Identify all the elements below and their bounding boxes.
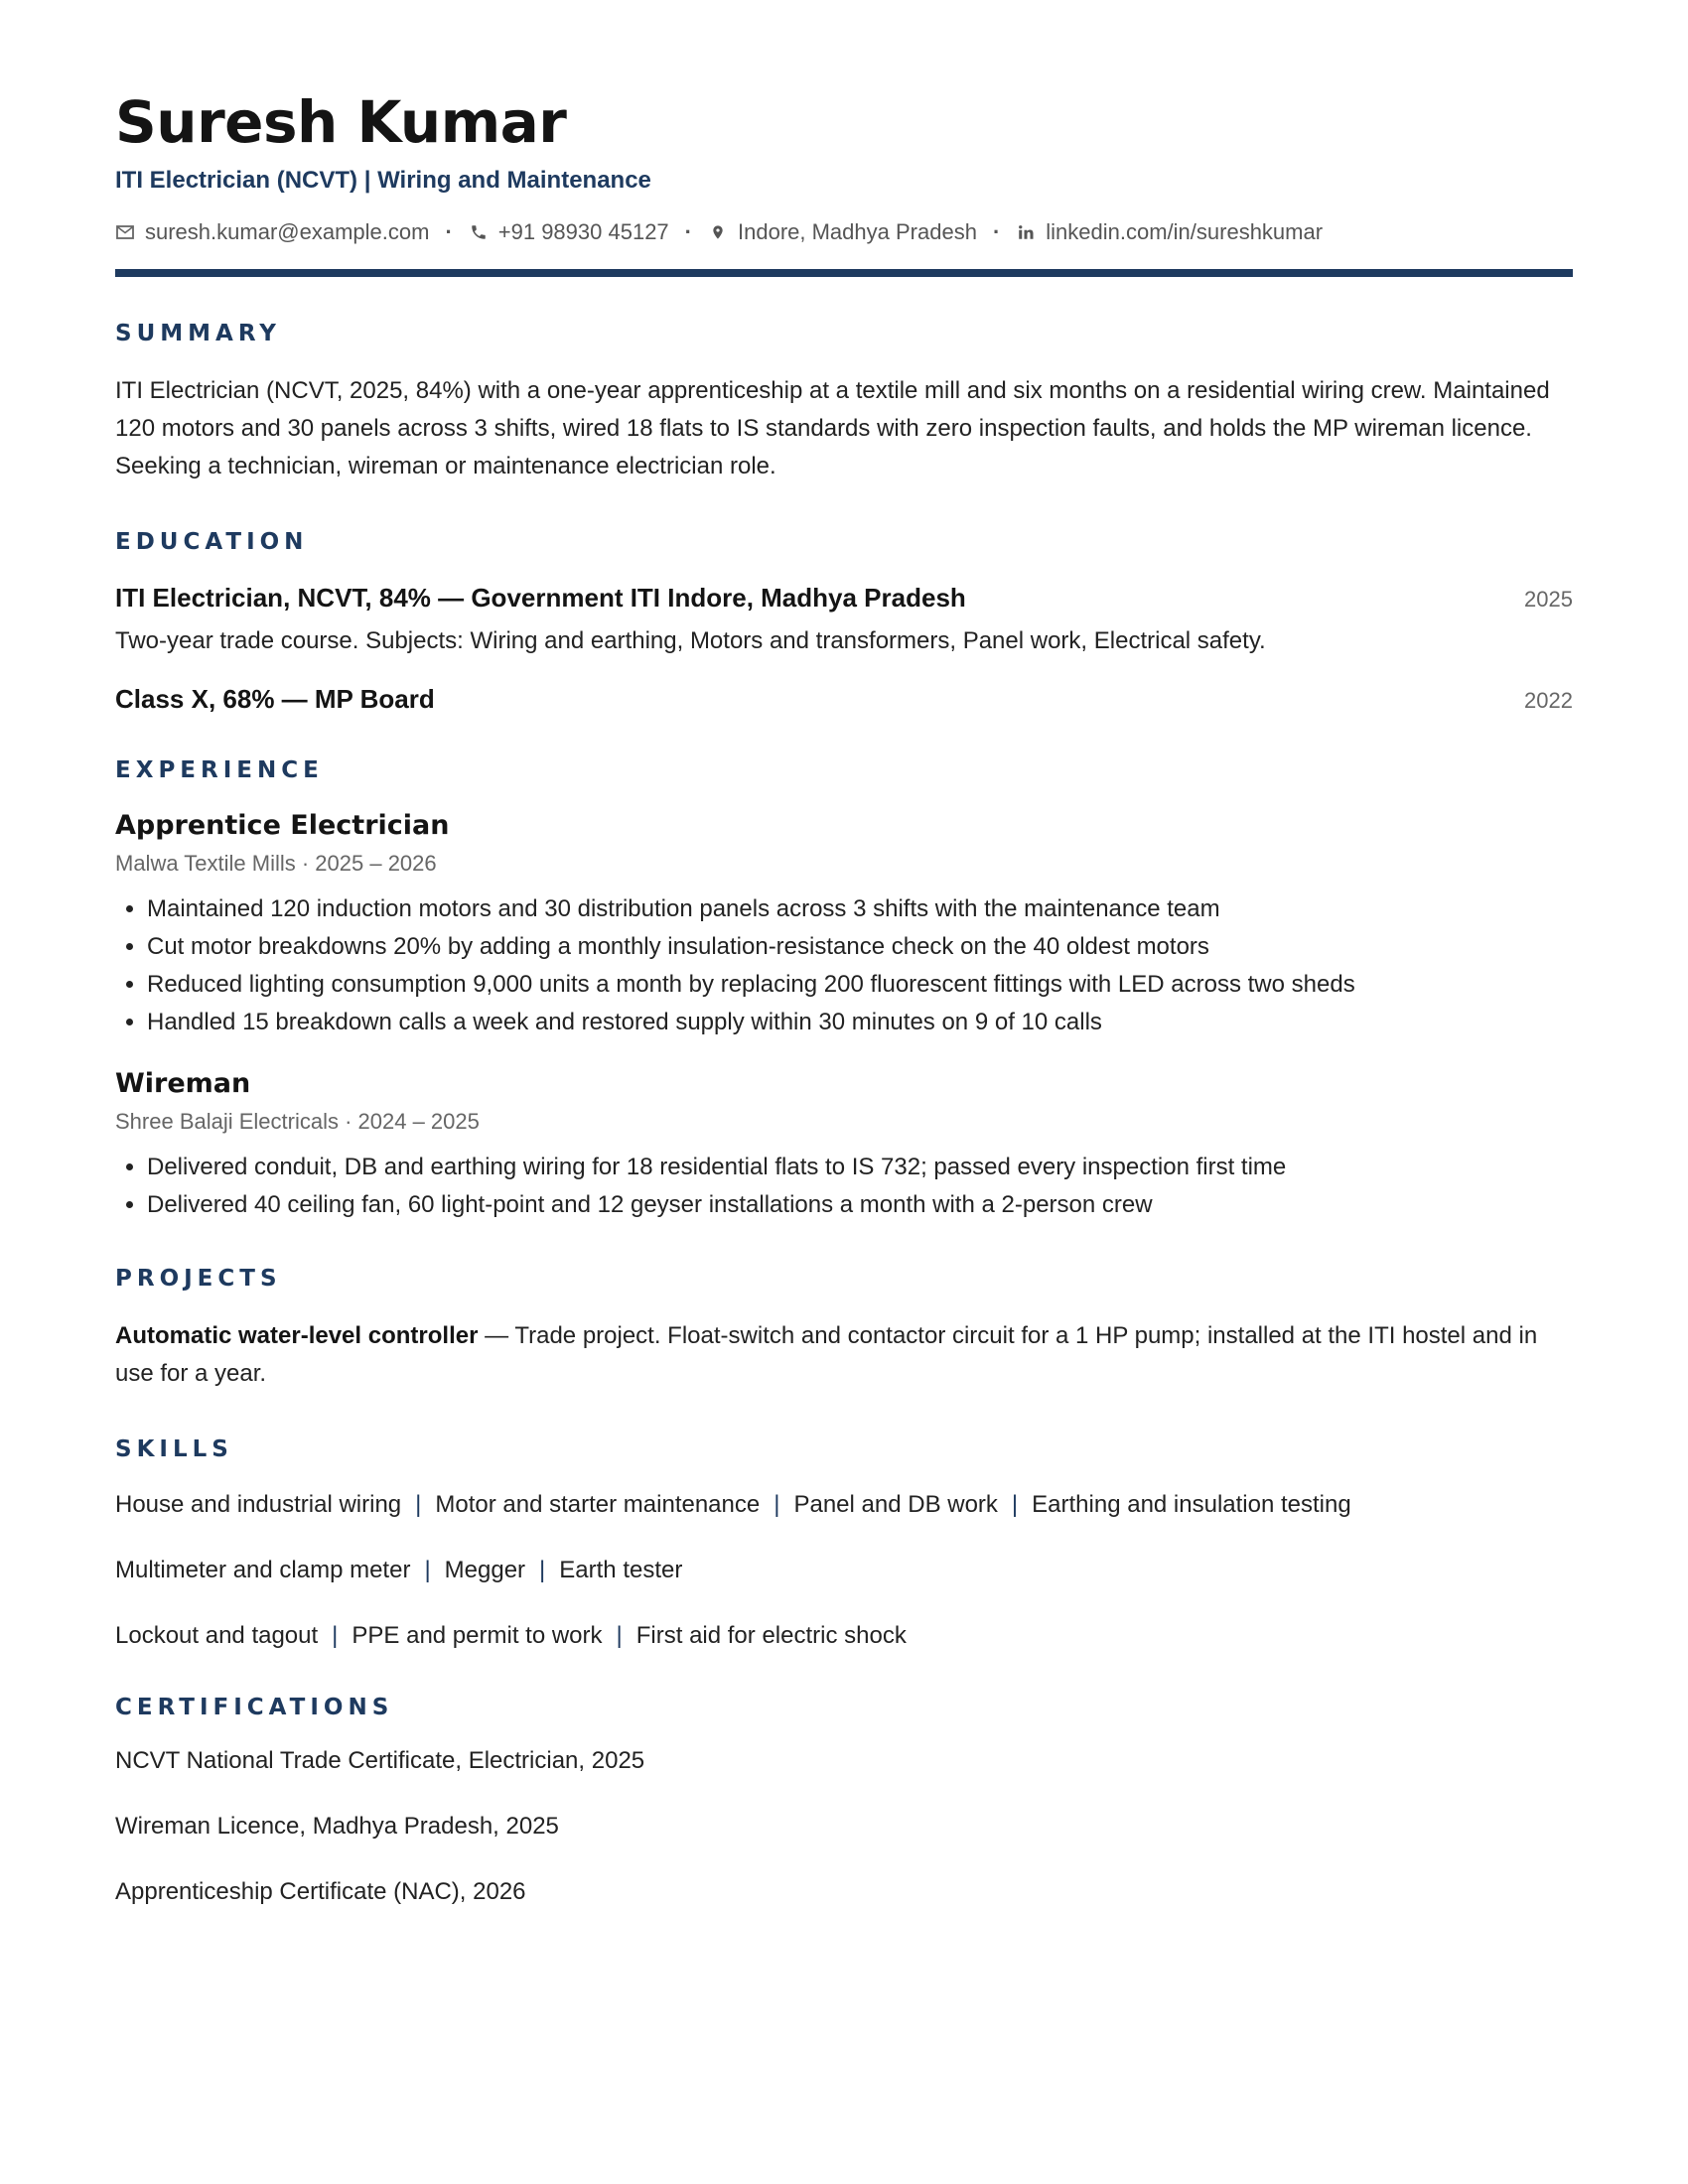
- contact-linkedin[interactable]: [1016, 217, 1323, 247]
- section-title-certifications: CERTIFICATIONS: [115, 1695, 394, 1720]
- skill-separator: |: [774, 1491, 780, 1518]
- job-meta: Shree Balaji Electricals · 2024 – 2025: [115, 1109, 480, 1134]
- bullet-item: • Maintained 120 induction motors and 30 distribution panels across 3 shifts with the maintenance team: [147, 890, 1573, 928]
- linkedin-text: linkedin.com/in/sureshkumar: [1046, 219, 1324, 244]
- headline: ITI Electrician (NCVT) | Wiring and Maintenance: [115, 167, 651, 194]
- section-title-skills: SKILLS: [115, 1436, 233, 1462]
- skill-separator: |: [616, 1622, 623, 1649]
- project-description: — Trade project. Float-switch and contactor circuit for a 1 HP pump; installed at the ITI hostel and in use for a year.: [115, 1322, 1538, 1387]
- skills-section: [115, 1434, 1573, 1653]
- skill-separator: |: [424, 1557, 431, 1583]
- mail-icon: [115, 222, 135, 242]
- summary-section: [115, 319, 1573, 485]
- linkedin-icon: [1016, 222, 1036, 242]
- certification-item: Wireman Licence, Madhya Pradesh, 2025: [115, 1813, 559, 1840]
- contact-bar: [115, 217, 1573, 247]
- skill-row: [115, 1619, 1573, 1653]
- skill-item: Panel and DB work: [793, 1491, 998, 1518]
- section-title-projects: PROJECTS: [115, 1266, 282, 1292]
- project-item: [115, 1317, 1573, 1393]
- education-description: Two-year trade course. Subjects: Wiring and earthing, Motors and transformers, Panel work, Electrical safety.: [115, 627, 1266, 654]
- skill-item: First aid for electric shock: [635, 1622, 907, 1649]
- certifications-section: [115, 1693, 1573, 1909]
- job-bullets: [115, 1149, 1573, 1224]
- bullet-item: • Handled 15 breakdown calls a week and restored supply within 30 minutes on 9 of 10 calls: [147, 1004, 1573, 1041]
- contact-location: [708, 217, 977, 247]
- job-role: Apprentice Electrician: [115, 810, 450, 841]
- skill-item: Lockout and tagout: [115, 1622, 319, 1649]
- education-section: [115, 527, 1573, 716]
- section-title-summary: SUMMARY: [115, 321, 281, 346]
- contact-separator: ·: [684, 219, 692, 244]
- contact-phone[interactable]: [469, 217, 669, 247]
- education-title: ITI Electrician, NCVT, 84% — Government ITI Indore, Madhya Pradesh: [115, 583, 966, 613]
- skill-separator: |: [1011, 1491, 1019, 1518]
- summary-text: ITI Electrician (NCVT, 2025, 84%) with a one-year apprenticeship at a textile mill and six months on a residential wiring crew. Maintained 120 motors and 30 panels across 3 shifts, wired 18 flats to IS standards with zero inspection faults, and holds the MP wireman licence. Seeking a technician, wireman or maintenance electrician role.: [115, 377, 1550, 479]
- experience-section: [115, 755, 1573, 1224]
- skill-row: [115, 1488, 1573, 1522]
- skill-item: Earthing and insulation testing: [1032, 1491, 1351, 1518]
- job-meta: Malwa Textile Mills · 2025 – 2026: [115, 851, 437, 876]
- projects-section: [115, 1264, 1573, 1393]
- job-bullets: [115, 890, 1573, 1041]
- education-title: Class X, 68% — MP Board: [115, 684, 435, 714]
- section-title-education: EDUCATION: [115, 529, 309, 555]
- education-year: 2022: [1524, 688, 1573, 713]
- bullet-item: • Reduced lighting consumption 9,000 units a month by replacing 200 fluorescent fittings with LED across two sheds: [147, 966, 1573, 1004]
- skill-item: Motor and starter maintenance: [435, 1491, 761, 1518]
- skill-item: House and industrial wiring: [115, 1491, 402, 1518]
- location-text: Indore, Madhya Pradesh: [738, 219, 977, 244]
- bullet-item: • Cut motor breakdowns 20% by adding a monthly insulation-resistance check on the 40 oldest motors: [147, 928, 1573, 966]
- certification-item: NCVT National Trade Certificate, Electrician, 2025: [115, 1747, 645, 1774]
- skill-item: PPE and permit to work: [352, 1622, 603, 1649]
- project-name: Automatic water-level controller: [115, 1322, 479, 1349]
- job-role: Wireman: [115, 1068, 251, 1099]
- job-entry: [115, 1067, 1573, 1224]
- skill-item: Megger: [444, 1557, 526, 1583]
- skill-row: [115, 1554, 1573, 1587]
- contact-email[interactable]: [115, 217, 429, 247]
- section-title-experience: EXPERIENCE: [115, 757, 324, 783]
- location-pin-icon: [708, 222, 728, 242]
- skill-separator: |: [415, 1491, 422, 1518]
- bullet-item: • Delivered 40 ceiling fan, 60 light-point and 12 geyser installations a month with a 2-person crew: [147, 1186, 1573, 1224]
- skill-separator: |: [539, 1557, 546, 1583]
- email-text: suresh.kumar@example.com: [145, 219, 430, 244]
- contact-separator: ·: [992, 219, 1001, 244]
- skill-item: Earth tester: [559, 1557, 683, 1583]
- bullet-item: • Delivered conduit, DB and earthing wiring for 18 residential flats to IS 732; passed every inspection first time: [147, 1149, 1573, 1186]
- education-year: 2025: [1524, 587, 1573, 612]
- education-entry: [115, 581, 1573, 658]
- skill-separator: |: [332, 1622, 339, 1649]
- phone-icon: [469, 222, 489, 242]
- education-entry: [115, 682, 1573, 716]
- header-divider: [115, 269, 1573, 277]
- job-entry: [115, 809, 1573, 1041]
- contact-separator: ·: [445, 219, 453, 244]
- candidate-name: Suresh Kumar: [115, 88, 567, 156]
- phone-text: +91 98930 45127: [497, 219, 669, 244]
- certification-item: Apprenticeship Certificate (NAC), 2026: [115, 1878, 526, 1905]
- skill-item: Multimeter and clamp meter: [115, 1557, 411, 1583]
